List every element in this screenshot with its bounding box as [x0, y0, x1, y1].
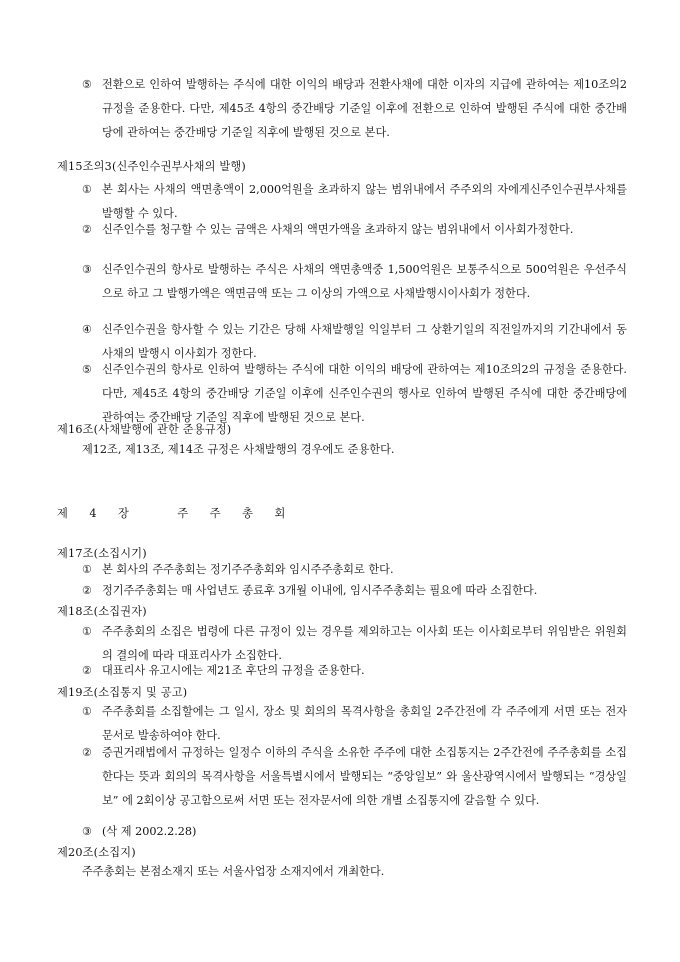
- article-19-item-2: [82, 741, 627, 813]
- item-text: 신주인수를 청구할 수 있는 금액은 사채의 액면가액을 초과하지 않는 범위내에서 이사회가정한다.: [102, 223, 574, 236]
- item-marker: ②: [82, 223, 93, 236]
- chapter-name: 주 주 총 회: [177, 507, 295, 520]
- item-marker: ④: [82, 323, 93, 336]
- article-16-title: 제16조(사채발행에 관한 준용규정): [57, 423, 232, 436]
- article-15-2-item-5: [82, 73, 627, 145]
- article-16-body: 제12조, 제13조, 제14조 규정은 사채발행의 경우에도 준용한다.: [82, 443, 395, 456]
- item-text: (삭 제 2002.2.28): [102, 825, 197, 838]
- item-text: 본 회사의 주주총회는 정기주주총회와 임시주주총회로 한다.: [102, 563, 394, 576]
- item-text: 정기주주총회는 매 사업년도 종료후 3개월 이내에, 임시주주총회는 필요에 따라 소집한다.: [102, 584, 538, 597]
- article-15-3-title: 제15조의3(신주인수권부사채의 발행): [57, 160, 246, 173]
- item-text: 신주인수권의 항사로 발행하는 주식은 사채의 액면총액중 1,500억원은 보통주식으로 500억원은 우선주식으로 하고 그 발행가액은 액면금액 또는 그 이상의 가액으로 사채발행시이사회가 정한다.: [102, 263, 627, 300]
- item-marker: ①: [82, 183, 93, 196]
- article-20-body: 주주총회는 본점소재지 또는 서울사업장 소재지에서 개최한다.: [82, 865, 385, 878]
- article-20-title: 제20조(소집지): [57, 846, 136, 859]
- chapter-number: 제 4 장: [57, 507, 138, 520]
- article-19-item-3: [82, 820, 627, 844]
- article-18-item-2: [82, 659, 627, 683]
- item-marker: ③: [82, 263, 93, 276]
- item-marker: ⑤: [82, 78, 93, 91]
- article-18-title: 제18조(소집권자): [57, 605, 147, 618]
- chapter-heading: [57, 502, 294, 526]
- item-marker: ②: [82, 584, 93, 597]
- article-15-3-item-2: [82, 218, 627, 242]
- item-text: 주주총회의 소집은 법령에 다른 규정이 있는 경우를 제외하고는 이사회 또는 이사회로부터 위임받은 위원회의 결의에 따라 대표리사가 소집한다.: [102, 625, 627, 662]
- article-15-3-item-5: [82, 358, 627, 430]
- article-17-item-2: [82, 579, 627, 603]
- item-marker: ①: [82, 705, 93, 718]
- item-marker: ③: [82, 825, 93, 838]
- item-text: 전환으로 인하여 발행하는 주식에 대한 이익의 배당과 전환사채에 대한 이자의 지급에 관하여는 제10조의2 규정을 준용한다. 다만, 제45조 4항의 중간배당 기준일 이후에 전환으로 인하여 발행된 주식에 대한 중간배당에 관하여는 중간배당 기준일 직후에 발행된 것으로 본다.: [102, 78, 627, 139]
- item-marker: ②: [82, 746, 93, 759]
- item-marker: ⑤: [82, 363, 93, 376]
- article-17-title: 제17조(소집시기): [57, 547, 147, 560]
- article-19-title: 제19조(소집통지 및 공고): [57, 686, 188, 699]
- item-text: 신주인수권의 항사로 인하여 발행하는 주식에 대한 이익의 배당에 관하여는 제10조의2의 규정을 준용한다. 다만, 제45조 4항의 중간배당 기준일 이후에 신주인수권의 행사로 인하여 발행된 주식에 대한 중간배당에 관하여는 중간배당 기준일 직후에 발행된 것으로 본다.: [102, 363, 627, 424]
- item-text: 대표리사 유고시에는 제21조 후단의 규정을 준용한다.: [102, 664, 365, 677]
- item-text: 본 회사는 사채의 액면총액이 2,000억원을 초과하지 않는 범위내에서 주주외의 자에게신주인수권부사채를 발행할 수 있다.: [102, 183, 627, 220]
- item-marker: ②: [82, 664, 93, 677]
- item-text: 증권거래법에서 규정하는 일정수 이하의 주식을 소유한 주주에 대한 소집통지는 2주간전에 주주총회를 소집한다는 뜻과 회의의 목격사항을 서울특별시에서 발행되는 “중앙일보” 와 울산광역시에서 발행되는 “경상일보” 에 2회이상 공고함으로써 서면 또는 전자문서에 의한 개별 소집통지에 갈음할 수 있다.: [102, 746, 627, 807]
- item-text: 신주인수권을 항사할 수 있는 기간은 당해 사채발행일 익일부터 그 상환기일의 직전일까지의 기간내에서 동 사채의 발행시 이사회가 정한다.: [102, 323, 627, 360]
- item-text: 주주총회를 소집할에는 그 일시, 장소 및 회의의 목격사항을 총회일 2주간전에 각 주주에게 서면 또는 전자문서로 발송하여야 한다.: [102, 705, 627, 742]
- article-15-3-item-3: [82, 258, 627, 306]
- item-marker: ①: [82, 625, 93, 638]
- item-marker: ①: [82, 563, 93, 576]
